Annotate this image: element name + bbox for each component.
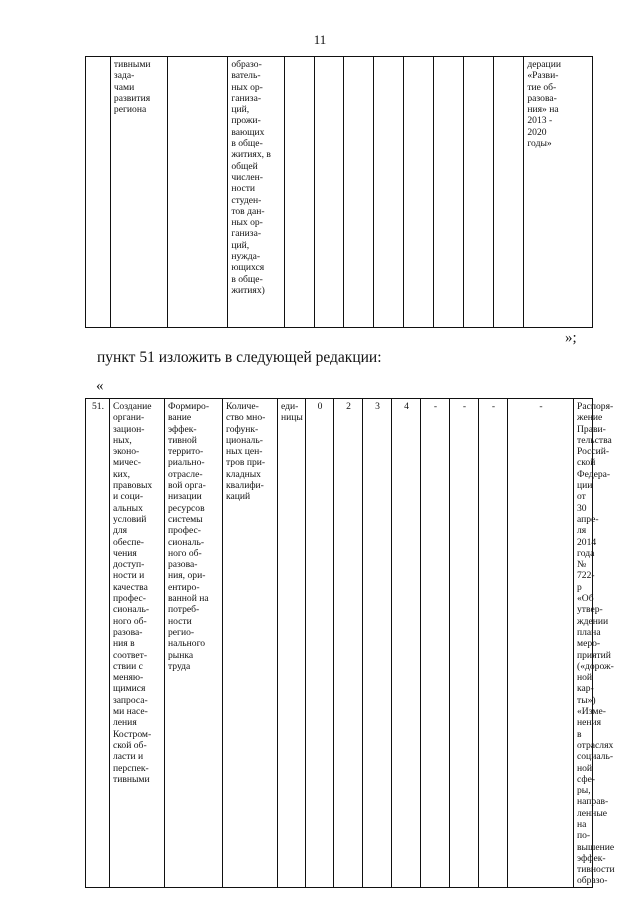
item-51-table	[85, 398, 615, 888]
cell-number	[86, 57, 111, 328]
cell-basis: Распоря- жение Прави- тельства Россий- ской Федера- ции от 30 апре- ля 2014 года № 722-р «Об утвер- ждении плана меро- приятий («дорож- ной кар- ты») «Изме- нения в отраслях социаль- ной сфе- ры, направ- ленные на по- вышение эффек- тивности образо-	[574, 399, 593, 888]
cell-value	[314, 57, 343, 328]
continuation-row	[86, 57, 593, 328]
cell-value: -	[508, 399, 574, 888]
cell-task: Создание органи- зацион- ных, эконо- мичес- ких, правовых и соци- альных условий для обеспе- чения доступ- ности и качества профес- сиональ- ного об- разова- ния в соответ- ствии с меняю- щимися запроса- ми насе- ления Костром- ской об- ласти и перспек- тивными	[110, 399, 165, 888]
cell-value	[343, 57, 373, 328]
cell-value	[433, 57, 463, 328]
cell-indicator: Количе- ство мно- гофунк- циональ- ных цен- тров при- кладных квалифи- каций	[223, 399, 278, 888]
cell-value: 0	[306, 399, 334, 888]
cell-unit: еди- ницы	[278, 399, 306, 888]
cell-value	[464, 57, 494, 328]
cell-task: тивными зада- чами развития региона	[110, 57, 167, 328]
cell-value: 3	[363, 399, 392, 888]
cell-measure: Формиро- вание эффек- тивной террито- риально- отрасле- вой орга- низации ресурсов системы профес- сиональ- ного об- разова- ния, ори- ентиро- ванной на потреб- ности регио- нального рынка труда	[165, 399, 223, 888]
cell-value	[373, 57, 403, 328]
cell-value: -	[450, 399, 479, 888]
cell-indicator: образо- ватель- ных ор- ганиза- ций, прожи- вающих в обще- житиях, в общей числен- ности студен- тов дан- ных ор- ганиза- ций, нужда- ющихся в обще- житиях)	[228, 57, 285, 328]
cell-basis: дерации «Разви- тие об- разова- ния» на 2013 - 2020 годы»	[524, 57, 593, 328]
cell-value: 2	[334, 399, 363, 888]
cell-value	[403, 57, 433, 328]
cell-value: -	[421, 399, 450, 888]
item-51-row	[86, 399, 593, 888]
closing-quote: »;	[565, 330, 577, 346]
instruction-text: пункт 51 изложить в следующей редакции:	[97, 349, 382, 366]
opening-quote: «	[96, 378, 104, 394]
cell-unit	[285, 57, 314, 328]
page-number: 11	[313, 32, 327, 47]
cell-value	[494, 57, 524, 328]
cell-value: -	[479, 399, 508, 888]
cell-number: 51.	[86, 399, 110, 888]
cell-value: 4	[392, 399, 421, 888]
cell-measure	[168, 57, 228, 328]
continuation-table	[85, 56, 593, 328]
